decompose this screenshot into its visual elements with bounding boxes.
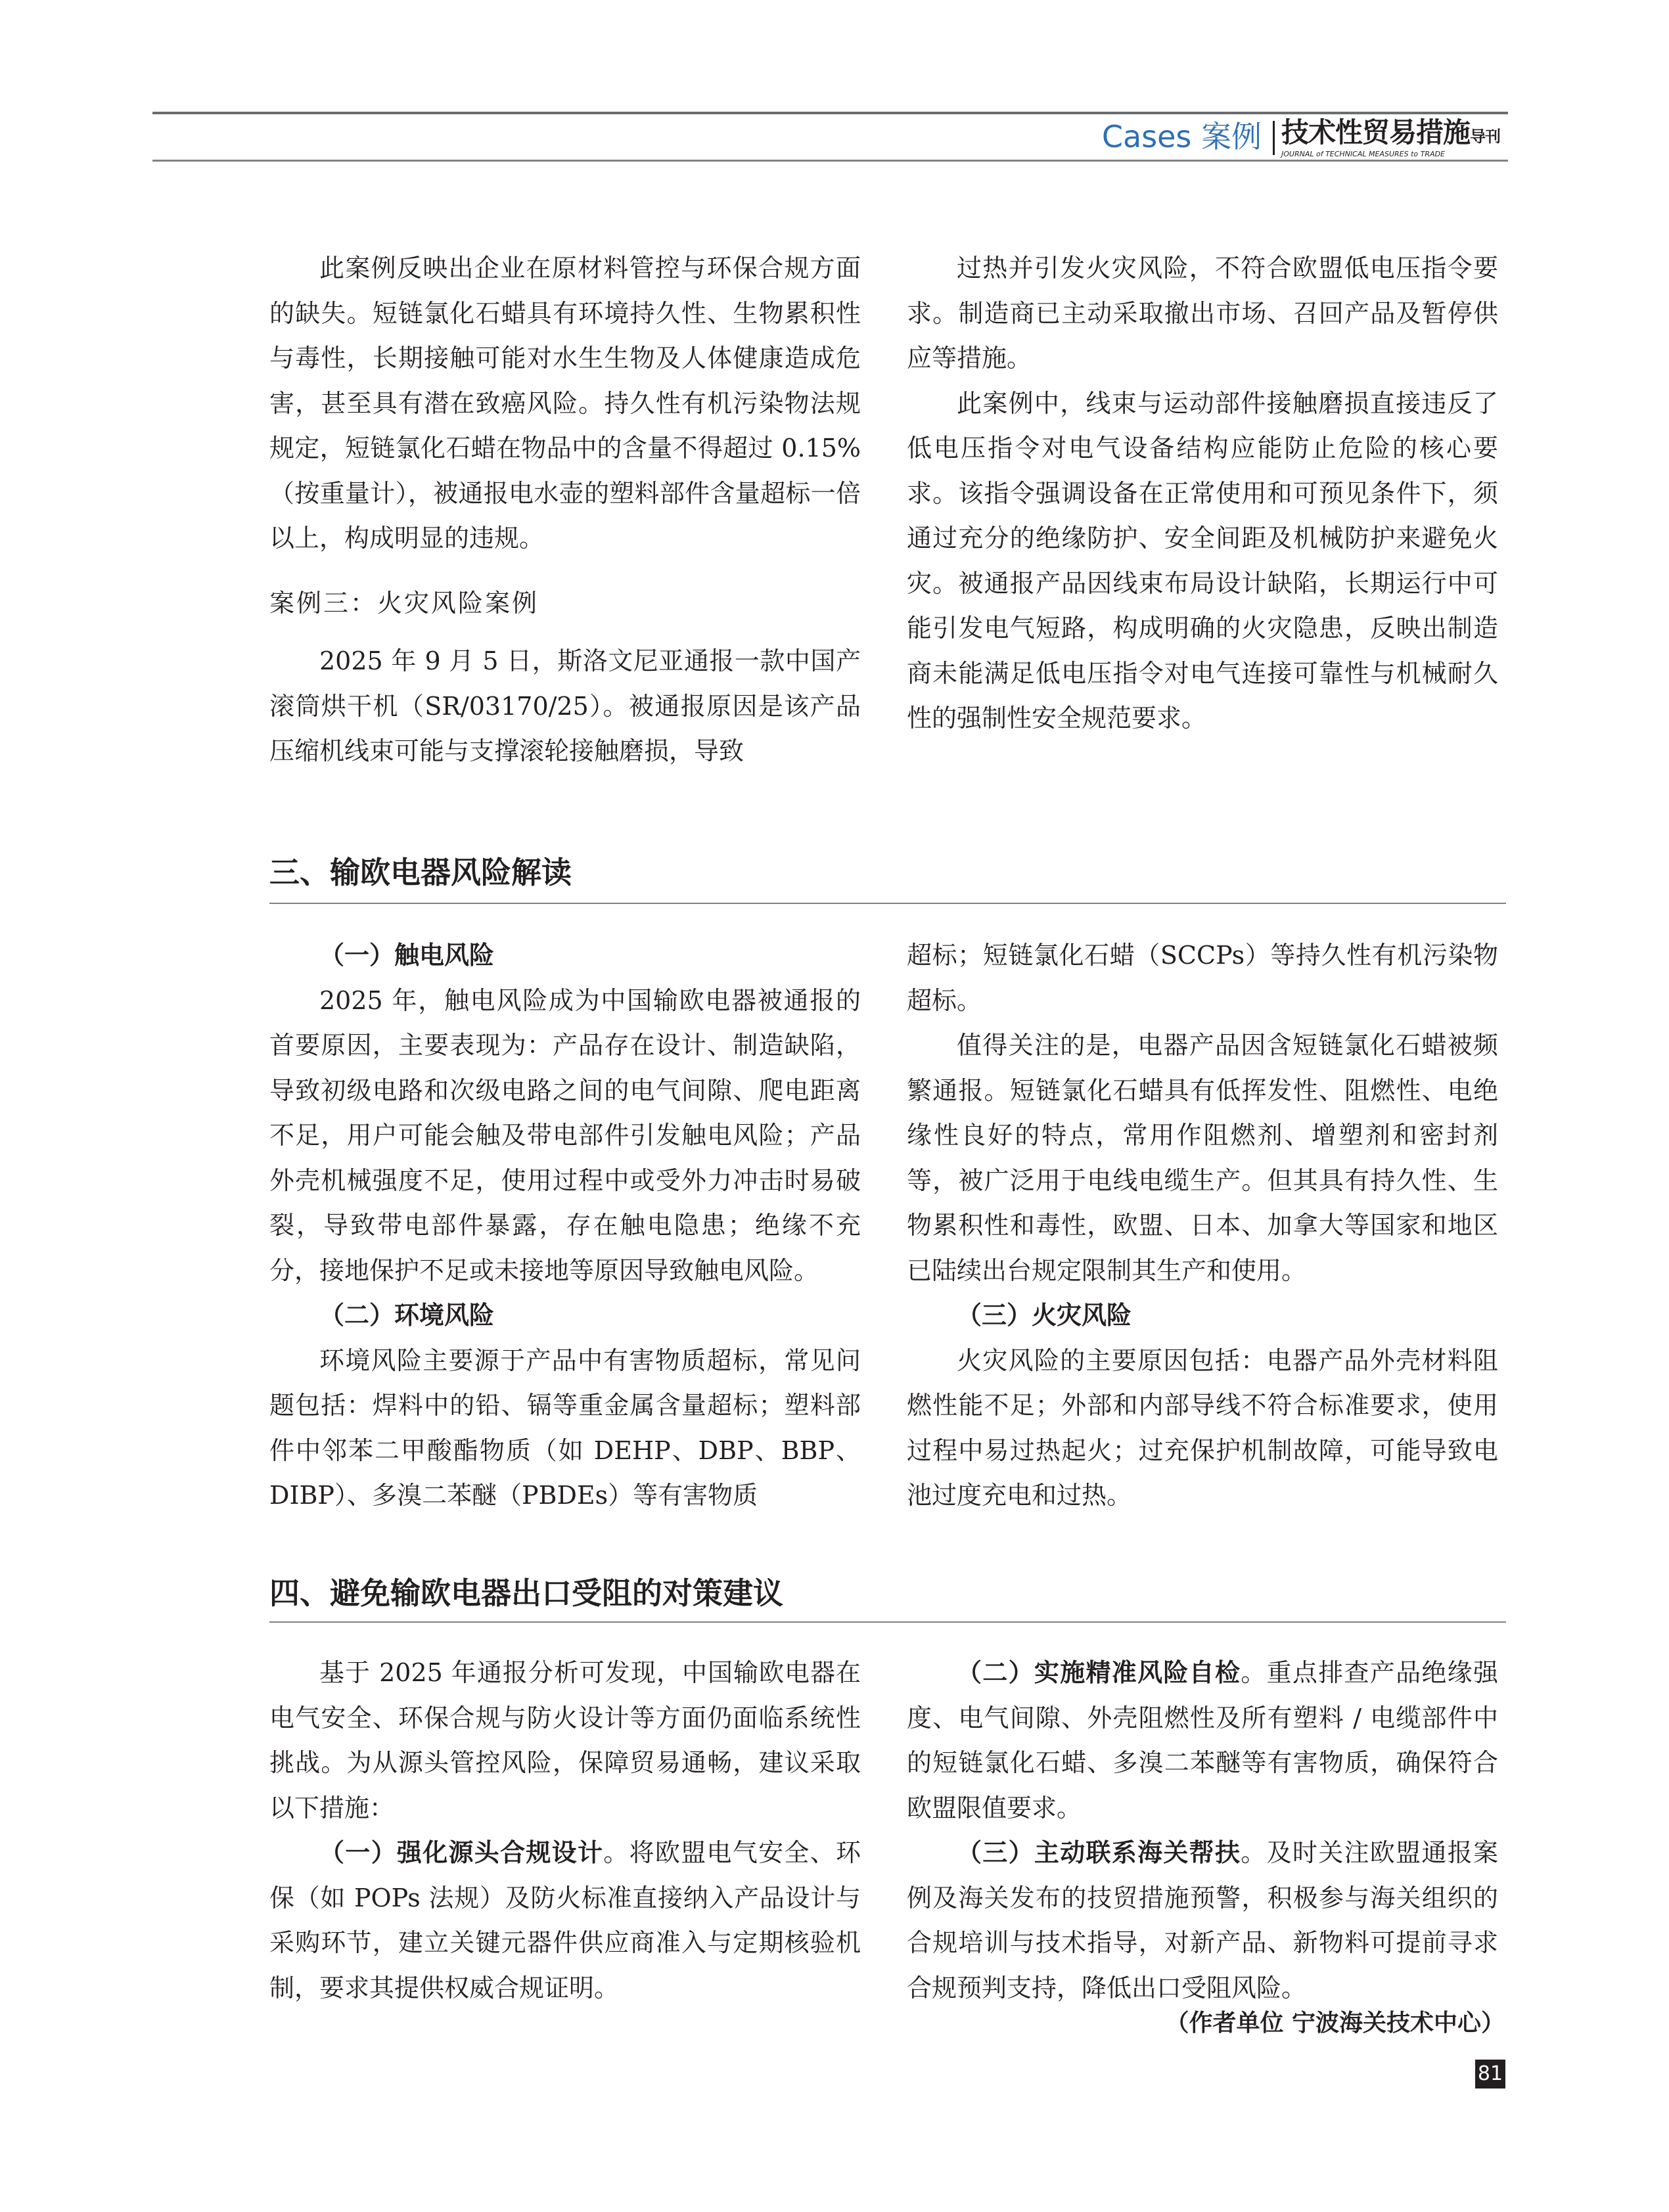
paragraph: 此案例中，线束与运动部件接触磨损直接违反了低电压指令对电气设备结构应能防止危险的核心要求。该指令强调设备在正常使用和可预见条件下，须通过充分的绝缘防护、安全间距及机械防护来避免火灾。被通报产品因线束布局设计缺陷，长期运行中可能引发电气短路，构成明确的火灾隐患，反映出制造商未能满足低电压指令对电气连接可靠性与机械耐久性的强制性安全规范要求。 [907, 388, 1498, 733]
measure-one-label: （一）强化源头合规设计 [319, 1838, 604, 1867]
paragraph [907, 1650, 1498, 1830]
subheading-environment: （二）环境风险 [319, 1301, 495, 1330]
page-number: 81 [1475, 2060, 1505, 2088]
section-three-right-column [907, 933, 1498, 1518]
header-divider [1273, 121, 1275, 155]
paragraph: 基于 2025 年通报分析可发现，中国输欧电器在电气安全、环保合规与防火设计等方面仍面临系统性挑战。为从源头管控风险，保障贸易通畅，建议采取以下措施： [269, 1658, 861, 1822]
author-affiliation: （作者单位 宁波海关技术中心） [1165, 2010, 1505, 2037]
paragraph: 值得关注的是，电器产品因含短链氯化石蜡被频繁通报。短链氯化石蜡具有低挥发性、阻燃性、电绝缘性良好的特点，常用作阻燃剂、增塑剂和密封剂等，被广泛用于电线电缆生产。但其具有持久性、生物累积性和毒性，欧盟、日本、加拿大等国家和地区已陆续出台规定限制其生产和使用。 [907, 1031, 1498, 1285]
case-three-heading: 案例三：火灾风险案例 [269, 588, 539, 618]
subheading-fire: （三）火灾风险 [957, 1301, 1132, 1330]
top-left-column [269, 246, 861, 774]
paragraph: 2025 年 9 月 5 日，斯洛文尼亚通报一款中国产滚筒烘干机（SR/03170/25）。被通报原因是该产品压缩机线束可能与支撑滚轮接触磨损，导致 [269, 646, 861, 765]
section-four-right-column [907, 1650, 1498, 2010]
section-three-rule [269, 903, 1506, 904]
paragraph: 超标；短链氯化石蜡（SCCPs）等持久性有机污染物超标。 [907, 941, 1498, 1015]
measure-one-text: 。将欧盟电气安全、环保（如 POPs 法规）及防火标准直接纳入产品设计与采购环节，建立关键元器件供应商准入与定期核验机制，要求其提供权威合规证明。 [269, 1838, 861, 2002]
paragraph: 此案例反映出企业在原材料管控与环保合规方面的缺失。短链氯化石蜡具有环境持久性、生物累积性与毒性，长期接触可能对水生生物及人体健康造成危害，甚至具有潜在致癌风险。持久性有机污染物法规规定，短链氯化石蜡在物品中的含量不得超过 0.15%（按重量计），被通报电水壶的塑料部件含量超标一倍以上，构成明显的违规。 [269, 254, 861, 553]
section-three-left-column [269, 933, 861, 1518]
paragraph [907, 1830, 1498, 2010]
journal-logo-suffix: 导刊 [1470, 127, 1501, 146]
journal-logo-main: 技术性贸易措施 [1281, 116, 1471, 148]
header-bottom-rule [152, 160, 1508, 162]
header-section-label: Cases 案例 [1101, 119, 1262, 154]
measure-three-label: （三）主动联系海关帮扶 [957, 1838, 1241, 1867]
measure-two-label: （二）实施精准风险自检 [957, 1658, 1241, 1687]
journal-logo [1281, 116, 1501, 148]
header-top-rule [152, 112, 1508, 114]
journal-english-name: JOURNAL of TECHNICAL MEASURES to TRADE [1281, 150, 1445, 158]
paragraph: 2025 年，触电风险成为中国输欧电器被通报的首要原因，主要表现为：产品存在设计、制造缺陷，导致初级电路和次级电路之间的电气间隙、爬电距离不足，用户可能会触及带电部件引发触电风险；产品外壳机械强度不足，使用过程中或受外力冲击时易破裂，导致带电部件暴露，存在触电隐患；绝缘不充分，接地保护不足或未接地等原因导致触电风险。 [269, 985, 861, 1285]
paragraph: 环境风险主要源于产品中有害物质超标，常见问题包括：焊料中的铅、镉等重金属含量超标；塑料部件中邻苯二甲酸酯物质（如 DEHP、DBP、BBP、DIBP）、多溴二苯醚（PBDEs）等有害物质 [269, 1345, 861, 1510]
measure-three-text: 。及时关注欧盟通报案例及海关发布的技贸措施预警，积极参与海关组织的合规培训与技术指导，对新产品、新物料可提前寻求合规预判支持，降低出口受阻风险。 [907, 1838, 1498, 2002]
paragraph [269, 1830, 861, 2010]
paragraph: 火灾风险的主要原因包括：电器产品外壳材料阻燃性能不足；外部和内部导线不符合标准要求，使用过程中易过热起火；过充保护机制故障，可能导致电池过度充电和过热。 [907, 1345, 1498, 1510]
section-four-rule [269, 1621, 1506, 1623]
paragraph: 过热并引发火灾风险，不符合欧盟低电压指令要求。制造商已主动采取撤出市场、召回产品及暂停供应等措施。 [907, 254, 1498, 372]
measure-two-text: 。重点排查产品绝缘强度、电气间隙、外壳阻燃性及所有塑料 / 电缆部件中的短链氯化石蜡、多溴二苯醚等有害物质，确保符合欧盟限值要求。 [907, 1658, 1498, 1822]
section-four-title: 四、避免输欧电器出口受阻的对策建议 [269, 1575, 783, 1611]
section-three-title: 三、输欧电器风险解读 [269, 855, 572, 890]
top-right-column [907, 246, 1498, 741]
section-four-left-column [269, 1650, 861, 2010]
subheading-electric-shock: （一）触电风险 [319, 941, 495, 970]
